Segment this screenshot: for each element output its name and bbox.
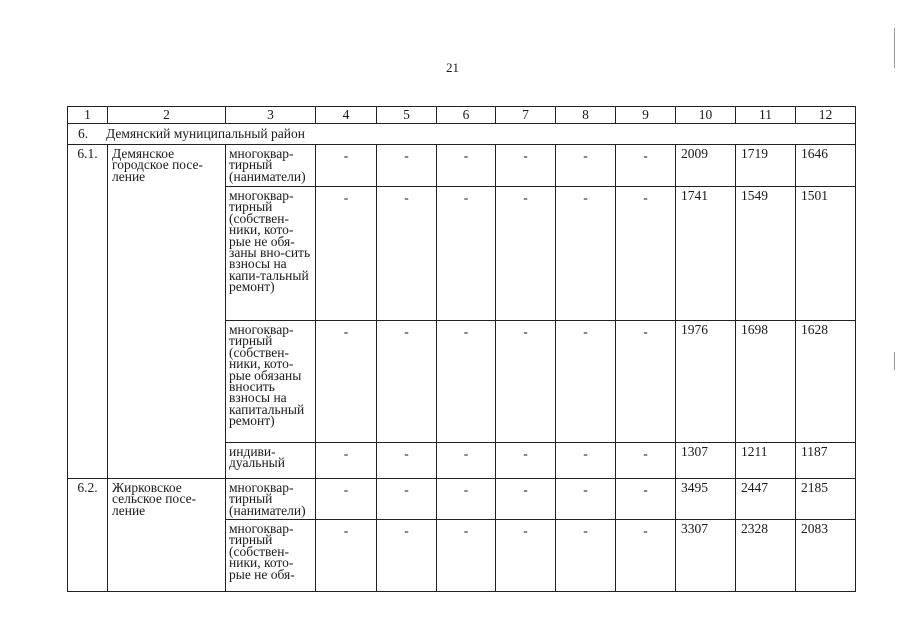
value-cell: 1211 <box>736 443 796 479</box>
dash-cell: - <box>496 321 556 443</box>
dash-cell: - <box>437 443 496 479</box>
dash-cell: - <box>437 479 496 520</box>
dash-cell: - <box>377 145 437 187</box>
header-cell: 2 <box>108 107 226 124</box>
tariff-table <box>67 106 856 592</box>
value-cell: 3307 <box>676 520 736 592</box>
header-cell: 4 <box>316 107 377 124</box>
housing-type: многоквар-тирный (собствен-ники, кото-рые обязаны вносить взносы на капитальный ремонт) <box>226 321 316 443</box>
dash-cell: - <box>377 443 437 479</box>
dash-cell: - <box>437 187 496 321</box>
value-cell: 1549 <box>736 187 796 321</box>
dash-cell: - <box>616 145 676 187</box>
dash-cell: - <box>556 520 616 592</box>
dash-cell: - <box>496 187 556 321</box>
header-cell: 5 <box>377 107 437 124</box>
section-title: Демянский муниципальный район <box>106 126 305 142</box>
header-cell: 1 <box>68 107 108 124</box>
header-cell: 7 <box>496 107 556 124</box>
margin-mark <box>894 28 895 68</box>
housing-type: многоквар-тирный (наниматели) <box>226 145 316 187</box>
value-cell: 1307 <box>676 443 736 479</box>
dash-cell: - <box>616 443 676 479</box>
value-cell: 1741 <box>676 187 736 321</box>
dash-cell: - <box>316 145 377 187</box>
dash-cell: - <box>377 520 437 592</box>
dash-cell: - <box>496 479 556 520</box>
table-row <box>68 479 856 520</box>
value-cell: 2009 <box>676 145 736 187</box>
value-cell: 2083 <box>796 520 856 592</box>
value-cell: 2447 <box>736 479 796 520</box>
dash-cell: - <box>556 145 616 187</box>
section-cell <box>68 124 856 145</box>
value-cell: 1976 <box>676 321 736 443</box>
housing-type: многоквар-тирный (собствен-ники, кото-рые не обя-заны вно-сить взносы на капи-тальный ремонт) <box>226 187 316 321</box>
margin-mark <box>894 352 895 370</box>
dash-cell: - <box>616 321 676 443</box>
value-cell: 1501 <box>796 187 856 321</box>
value-cell: 1698 <box>736 321 796 443</box>
section-number: 6. <box>77 126 89 142</box>
table-row <box>68 145 856 187</box>
dash-cell: - <box>616 520 676 592</box>
header-cell: 6 <box>437 107 496 124</box>
section-row <box>68 124 856 145</box>
dash-cell: - <box>496 443 556 479</box>
header-cell: 8 <box>556 107 616 124</box>
value-cell: 2328 <box>736 520 796 592</box>
header-cell: 9 <box>616 107 676 124</box>
dash-cell: - <box>496 520 556 592</box>
value-cell: 3495 <box>676 479 736 520</box>
value-cell: 1719 <box>736 145 796 187</box>
dash-cell: - <box>316 187 377 321</box>
housing-type: многоквар-тирный (собствен-ники, кото-рые не обя- <box>226 520 316 592</box>
dash-cell: - <box>316 321 377 443</box>
header-cell: 11 <box>736 107 796 124</box>
dash-cell: - <box>377 321 437 443</box>
value-cell: 1187 <box>796 443 856 479</box>
value-cell: 1628 <box>796 321 856 443</box>
dash-cell: - <box>437 520 496 592</box>
header-row <box>68 107 856 124</box>
value-cell: 1646 <box>796 145 856 187</box>
dash-cell: - <box>437 321 496 443</box>
header-cell: 12 <box>796 107 856 124</box>
settlement-name: Жирковское сельское посе-ление <box>108 479 226 592</box>
settlement-number: 6.2. <box>68 479 108 592</box>
dash-cell: - <box>377 479 437 520</box>
dash-cell: - <box>496 145 556 187</box>
dash-cell: - <box>437 145 496 187</box>
dash-cell: - <box>556 321 616 443</box>
dash-cell: - <box>616 479 676 520</box>
dash-cell: - <box>616 187 676 321</box>
housing-type: индиви-дуальный <box>226 443 316 479</box>
settlement-name: Демянское городское посе-ление <box>108 145 226 479</box>
dash-cell: - <box>316 443 377 479</box>
housing-type: многоквар-тирный (наниматели) <box>226 479 316 520</box>
dash-cell: - <box>316 479 377 520</box>
settlement-number: 6.1. <box>68 145 108 479</box>
page-number: 21 <box>446 60 459 75</box>
dash-cell: - <box>556 187 616 321</box>
dash-cell: - <box>316 520 377 592</box>
dash-cell: - <box>556 479 616 520</box>
dash-cell: - <box>556 443 616 479</box>
header-cell: 3 <box>226 107 316 124</box>
dash-cell: - <box>377 187 437 321</box>
header-cell: 10 <box>676 107 736 124</box>
value-cell: 2185 <box>796 479 856 520</box>
